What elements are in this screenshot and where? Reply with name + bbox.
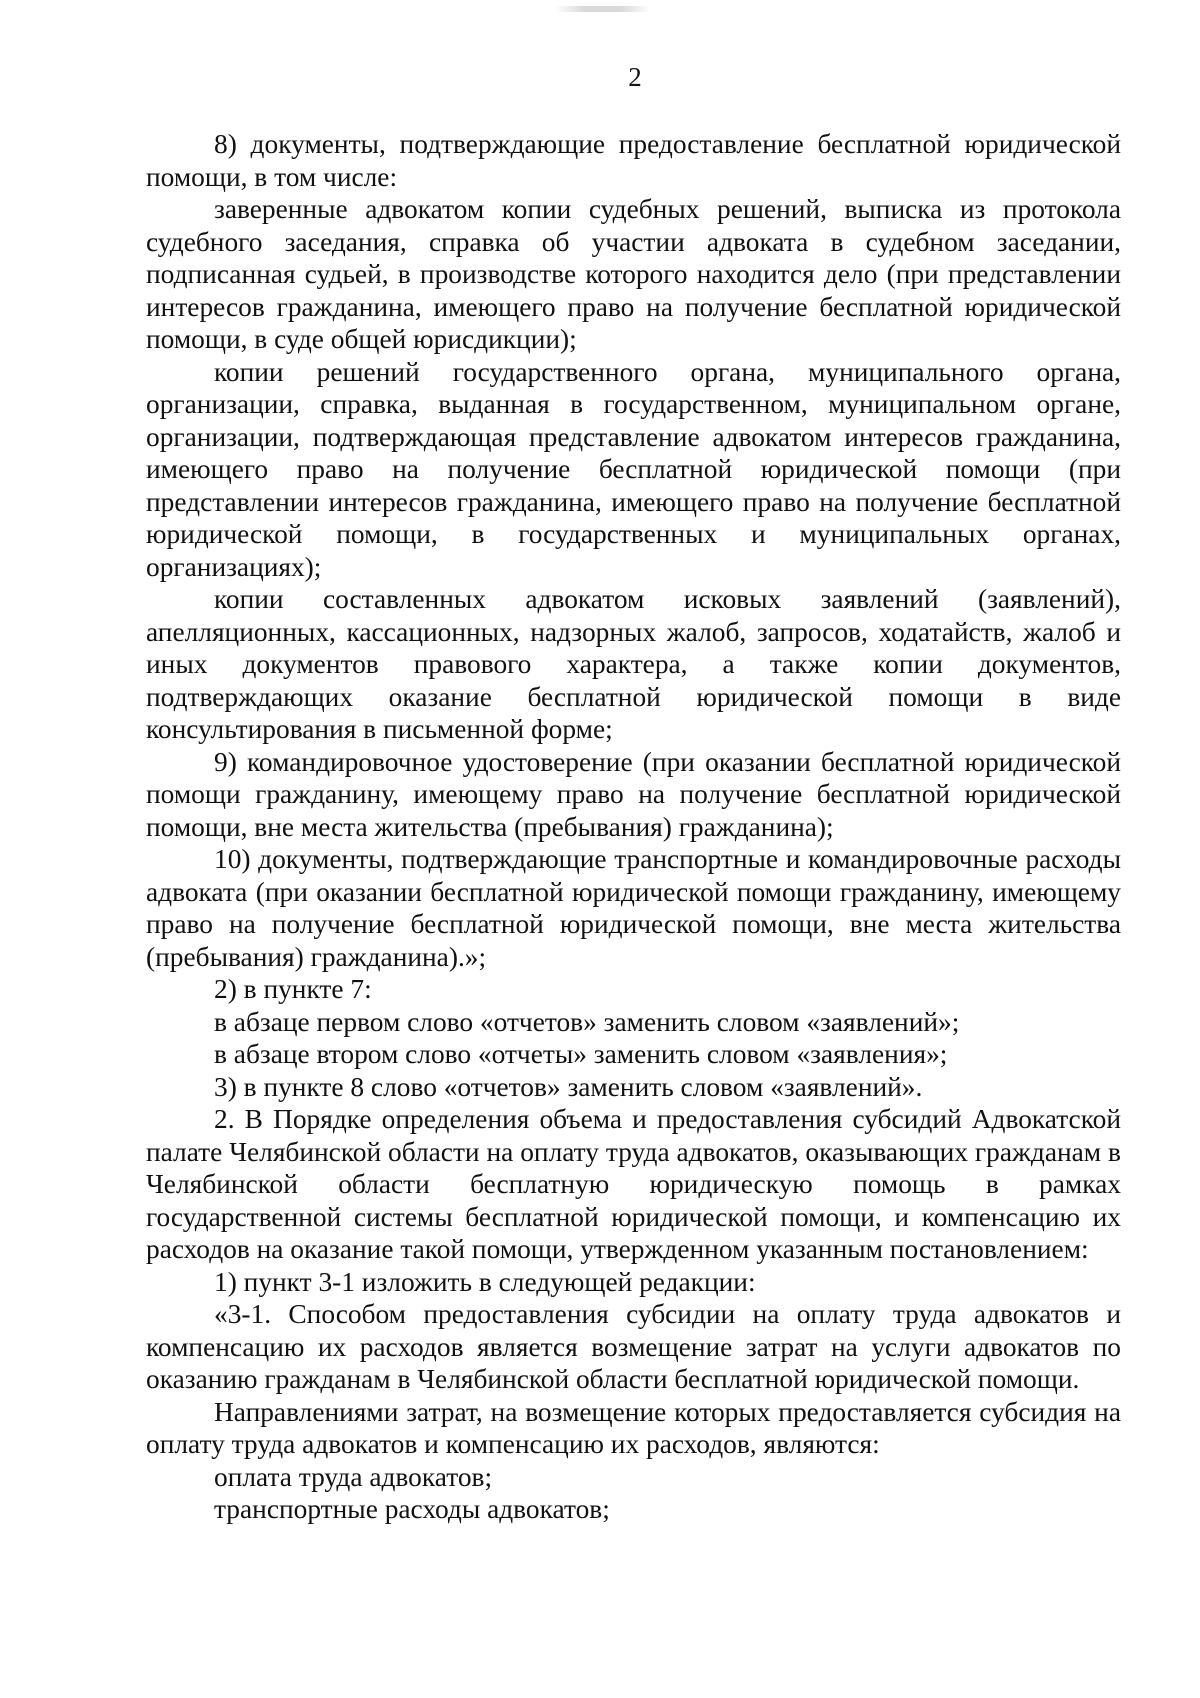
page-number: 2 [628, 62, 642, 92]
paragraph: оплата труда адвокатов; [214, 1461, 493, 1492]
paragraph: копии составленных адвокатом исковых заявлений (заявлений), апелляционных, кассационных, надзорных жалоб, запросов, ходатайств, жалоб и иных документов правового характера, а также копии документов, подтверждающих оказание бесплатной юридической помощи в виде консультирования в письменной форме; [146, 584, 1121, 744]
paragraph: Направлениями затрат, на возмещение которых предоставляется субсидия на оплату труда адвокатов и компенсацию их расходов, являются: [146, 1396, 1121, 1459]
paragraph: 1) пункт 3-1 изложить в следующей редакции: [214, 1266, 756, 1297]
paragraph: «3-1. Способом предоставления субсидии на оплату труда адвокатов и компенсацию их расходов является возмещение затрат на услуги адвокатов по оказанию гражданам в Челябинской области бесплатной юридической помощи. [146, 1299, 1121, 1394]
paragraph: 10) документы, подтверждающие транспортные и командировочные расходы адвоката (при оказании бесплатной юридической помощи гражданину, имеющему право на получение бесплатной юридической помощи, вне места жительства (пребывания) гражданина).»; [146, 844, 1121, 972]
paragraph: 3) в пункте 8 слово «отчетов» заменить словом «заявлений». [214, 1071, 923, 1102]
scan-artifact [555, 6, 650, 12]
paragraph: 9) командировочное удостоверение (при оказании бесплатной юридической помощи гражданину, имеющему право на получение бесплатной юридической помощи, вне места жительства (пребывания) гражданина); [146, 746, 1121, 842]
document-body [146, 128, 1121, 1526]
paragraph: 2. В Порядке определения объема и предоставления субсидий Адвокатской палате Челябинской области на оплату труда адвокатов, оказывающих гражданам в Челябинской области бесплатную юридическую помощь в рамках государственной системы бесплатной юридической помощи, и компенсацию их расходов на оказание такой помощи, утвержденном указанным постановлением: [146, 1104, 1121, 1264]
paragraph: в абзаце первом слово «отчетов» заменить словом «заявлений»; [214, 1006, 960, 1037]
paragraph: 2) в пункте 7: [214, 974, 372, 1004]
paragraph: заверенные адвокатом копии судебных решений, выписка из протокола судебного заседания, справка об участии адвоката в судебном заседании, подписанная судьей, в производстве которого находится дело (при представлении интересов гражданина, имеющего право на получение бесплатной юридической помощи, в суде общей юрисдикции); [146, 194, 1121, 354]
paragraph: транспортные расходы адвокатов; [214, 1494, 610, 1524]
paragraph: в абзаце втором слово «отчеты» заменить словом «заявления»; [214, 1039, 948, 1069]
paragraph: копии решений государственного органа, муниципального органа, организации, справка, выданная в государственном, муниципальном органе, организации, подтверждающая представление адвокатом интересов гражданина, имеющего право на получение бесплатной юридической помощи (при представлении интересов гражданина, имеющего право на получение бесплатной юридической помощи, в государственных и муниципальных органах, организациях); [146, 356, 1121, 582]
paragraph: 8) документы, подтверждающие предоставление бесплатной юридической помощи, в том числе: [146, 129, 1121, 192]
